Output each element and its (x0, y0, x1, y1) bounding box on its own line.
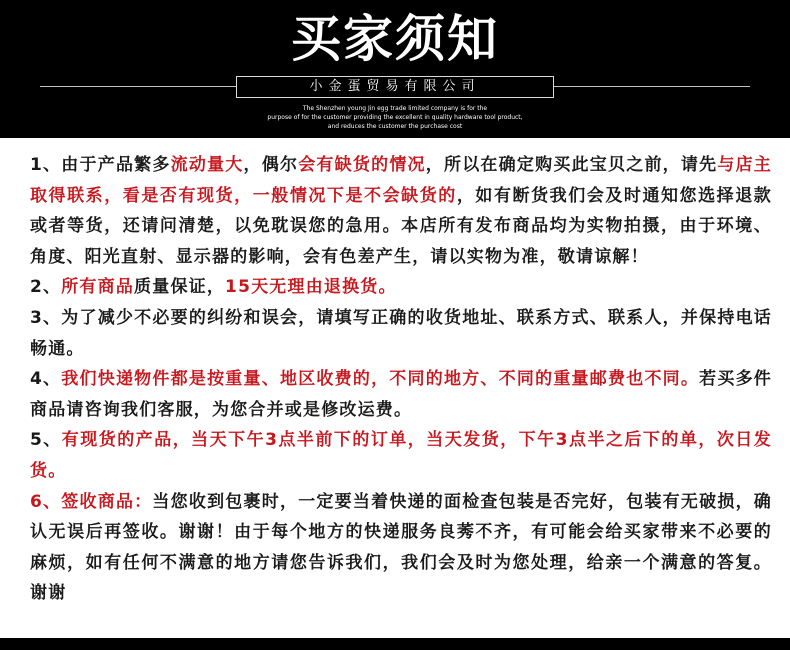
notice-text: ，如有断货我们会及时通知您选择退款或者等货，还请问清楚，以免耽误您的急用。本店所有发布商品均为实物拍摄，由于环境、角度、阳光直射、显示器的影响，会有色差产生，请以实物为准，敬请谅解！ (30, 185, 772, 267)
header-banner (0, 0, 790, 138)
notice-highlight: 有现货的产品，当天下午3点半前下的订单，当天发货，下午3点半之后下的单，次日发货。 (30, 430, 772, 481)
notice-text: 2、 (30, 277, 62, 298)
notice-text: 当您收到包裹时，一定要当着快递的面检查包装是否完好，包装有无破损，确认无误后再签收。谢谢！由于每个地方的快递服务良莠不齐，有可能会给买家带来不必要的麻烦，如有任何不满意的地方请您告诉我们，我们会及时为您处理，给亲一个满意的答复。谢谢 (30, 491, 772, 604)
notice-text: 3、为了减少不必要的纠纷和误会，请填写正确的收货地址、联系方式、联系人，并保持电话畅通。 (30, 307, 772, 359)
notice-content (30, 150, 772, 609)
notice-text: 若买多件商品请咨询我们客服，为您合并或是修改运费。 (30, 369, 772, 420)
notice-highlight: 6、签收商品： (30, 491, 153, 512)
divider-left (40, 86, 236, 87)
notice-highlight: 所有商品 (61, 277, 135, 298)
notice-highlight: 会有缺货的情况 (298, 155, 426, 175)
notice-text: ，所以在确定购买此宝贝之前，请先 (425, 155, 718, 175)
notice-highlight: 我们快递物件都是按重量、地区收费的，不同的地方、不同的重量邮费也不同。 (61, 369, 700, 390)
footer-bar (0, 638, 790, 650)
tagline-line: and reduces the customer the purchase cost (327, 123, 463, 130)
company-name: 小金蛋贸易有限公司 (236, 76, 554, 98)
notice-text: 质量保证， (134, 277, 226, 298)
notice-text: 4、 (30, 369, 62, 390)
divider-right (554, 86, 750, 87)
tagline-line: The Shenzhen young Jin egg trade limited company is for the (302, 105, 488, 112)
notice-highlight: 15天无理由退换货。 (225, 277, 397, 298)
notice-item (30, 272, 772, 303)
notice-item (30, 425, 772, 486)
notice-highlight: 与店主取得联系，看是否有现货，一般情况下是不会缺货的 (30, 155, 772, 206)
notice-item (30, 364, 772, 425)
notice-text: 1、由于产品繁多 (30, 155, 171, 175)
notice-text: ，偶尔 (243, 155, 299, 175)
tagline (0, 104, 790, 131)
tagline-line: purpose of for the customer providing the excellent in quality hardware tool product, (267, 114, 523, 121)
notice-item (30, 150, 772, 272)
notice-text: 5、 (30, 430, 62, 451)
page-title: 买家须知 (291, 10, 499, 68)
notice-item (30, 303, 772, 364)
notice-highlight: 流动量大 (170, 155, 244, 175)
notice-item (30, 487, 772, 609)
